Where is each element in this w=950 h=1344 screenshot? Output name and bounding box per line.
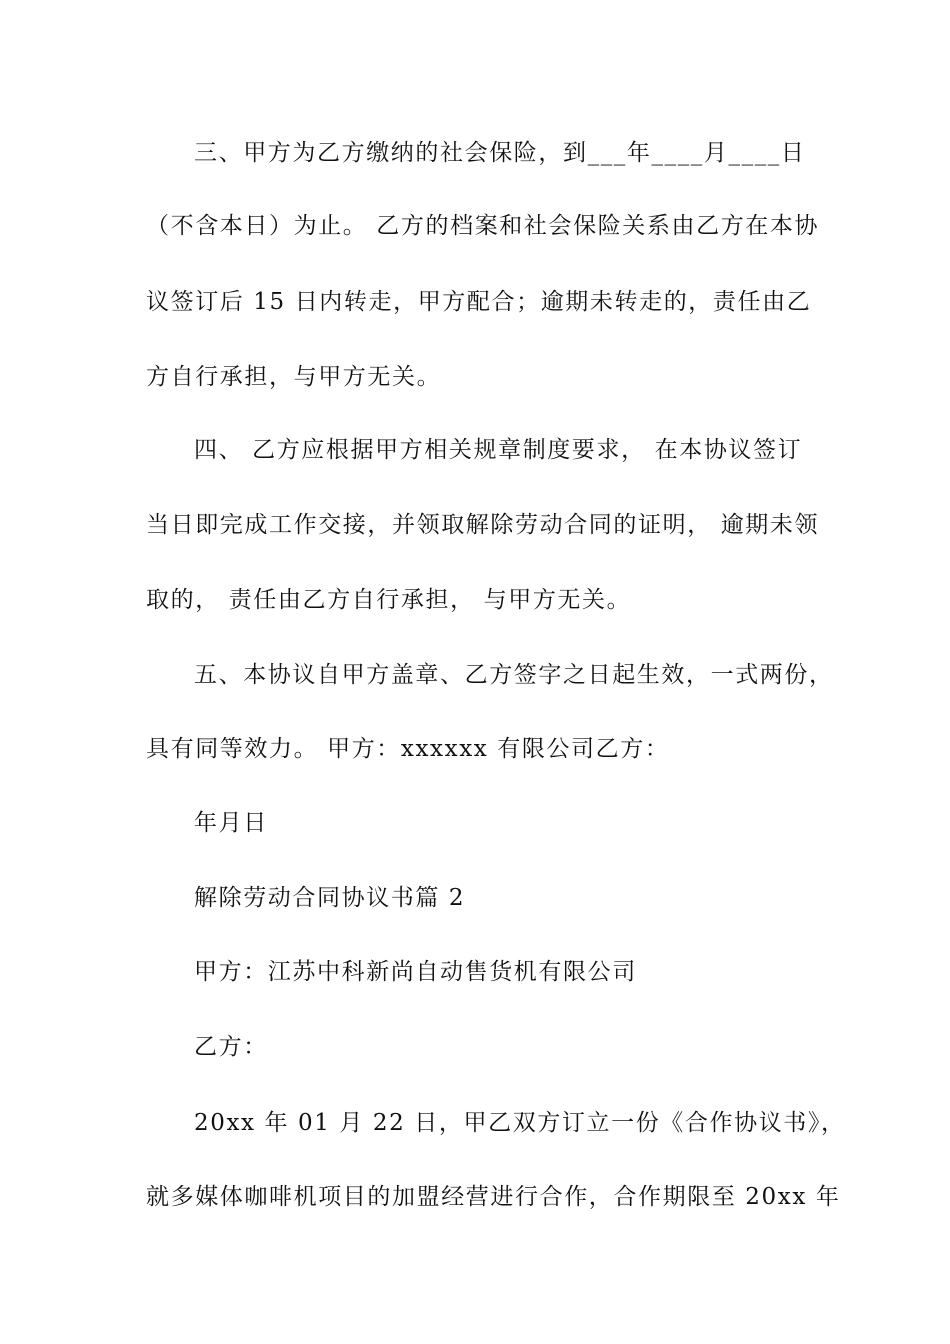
paragraph-6-line-1: 20xx 年 01 月 22 日，甲乙双方订立一份《合作协议书》， [194,1110,846,1136]
paragraph-3-line-3: 议签订后 15 日内转走，甲方配合；逾期未转走的，责任由乙 [146,289,812,315]
paragraph-3-line-4: 方自行承担，与甲方无关。 [146,364,442,390]
paragraph-3-line-2: （不含本日）为止。 乙方的档案和社会保险关系由乙方在本协 [146,213,820,239]
date-line: 年月日 [194,810,268,836]
paragraph-6-line-2: 就多媒体咖啡机项目的加盟经营进行合作，合作期限至 20xx 年 [146,1184,841,1210]
section-heading: 解除劳动合同协议书篇 2 [194,885,466,911]
party-b-line: 乙方： [194,1034,268,1060]
paragraph-4-line-3: 取的， 责任由乙方自行承担， 与甲方无关。 [146,587,632,613]
party-a-line: 甲方：江苏中科新尚自动售货机有限公司 [194,959,637,985]
paragraph-4-line-2: 当日即完成工作交接，并领取解除劳动合同的证明， 逾期未领 [146,512,820,538]
paragraph-5-line-1: 五、本协议自甲方盖章、乙方签字之日起生效，一式两份， [194,662,834,688]
paragraph-3-line-1: 三、甲方为乙方缴纳的社会保险，到___年____月____日 [194,140,806,166]
paragraph-5-line-2: 具有同等效力。 甲方：xxxxxx 有限公司乙方： [146,736,670,762]
paragraph-4-line-1: 四、 乙方应根据甲方相关规章制度要求， 在本协议签订 [194,437,803,463]
